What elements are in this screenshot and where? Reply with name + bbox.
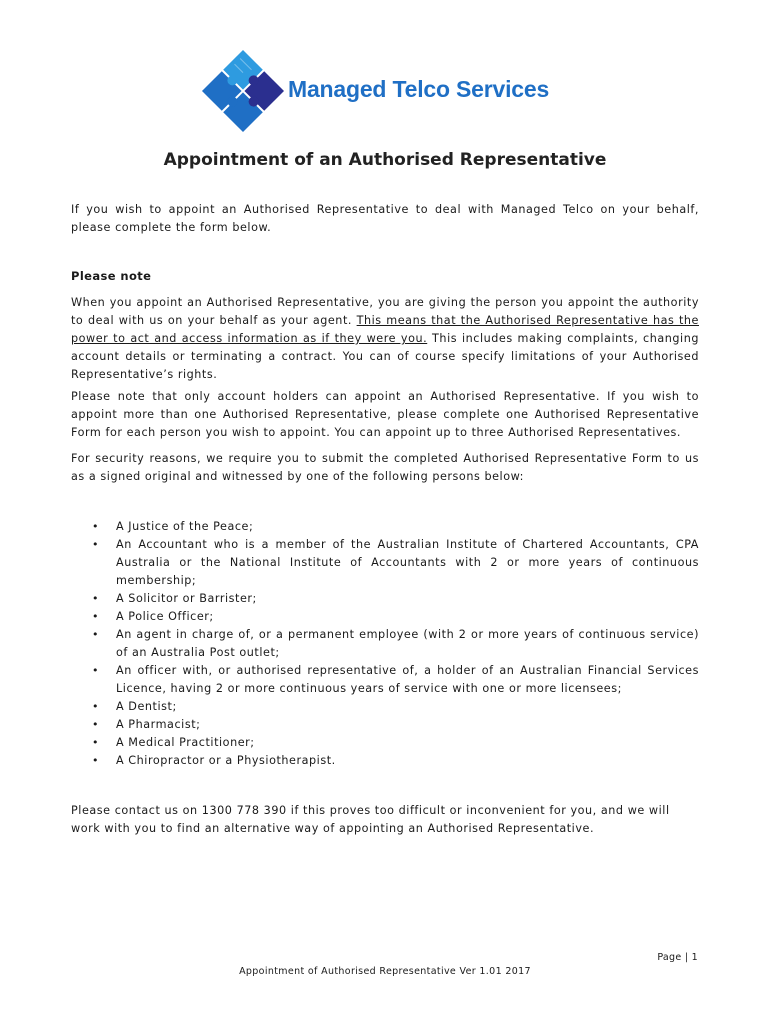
authority-underlined-text: This means that the Authorised Representative has the power to act and access information as if they were you.	[71, 314, 699, 345]
list-item-text: A Dentist;	[116, 700, 177, 713]
list-item	[71, 734, 699, 752]
bullet-icon: •	[92, 754, 100, 767]
list-item-text: A Justice of the Peace;	[116, 520, 254, 533]
contact-paragraph: Please contact us on 1300 778 390 if this proves too difficult or inconvenient for you, and we will work with you to find an alternative way of appointing an Authorised Representative.	[71, 804, 670, 835]
list-item	[71, 518, 699, 536]
company-logo	[200, 48, 580, 138]
bullet-icon: •	[92, 718, 100, 731]
list-item-text: A Pharmacist;	[116, 718, 201, 731]
bullet-icon: •	[92, 592, 100, 605]
list-item-text: An agent in charge of, or a permanent employee (with 2 or more years of continuous service) of an Australia Post outlet;	[116, 628, 699, 659]
witness-list	[71, 518, 699, 770]
bullet-icon: •	[92, 520, 100, 533]
authority-paragraph	[71, 294, 699, 384]
list-item	[71, 662, 699, 698]
bullet-icon: •	[92, 610, 100, 623]
bullet-icon: •	[92, 538, 100, 551]
document-title: Appointment of an Authorised Representative	[163, 150, 607, 170]
footer-version: Appointment of Authorised Representative Ver 1.01 2017	[239, 966, 531, 977]
list-item	[71, 716, 699, 734]
intro-paragraph: If you wish to appoint an Authorised Representative to deal with Managed Telco on your behalf, please complete the form below.	[71, 203, 699, 234]
account-holders-paragraph: Please note that only account holders can appoint an Authorised Representative. If you wish to appoint more than one Authorised Representative, please complete one Authorised Representative Form for each person you wish to appoint. You can appoint up to three Authorised Representatives.	[71, 390, 699, 439]
list-item	[71, 752, 699, 770]
list-item-text: An officer with, or authorised representative of, a holder of an Australian Financial Services Licence, having 2 or more continuous years of service with one or more licensees;	[116, 664, 699, 695]
bullet-icon: •	[92, 736, 100, 749]
list-item	[71, 698, 699, 716]
list-item	[71, 590, 699, 608]
list-item-text: A Police Officer;	[116, 610, 214, 623]
puzzle-logo-icon	[200, 48, 286, 134]
list-item-text: A Chiropractor or a Physiotherapist.	[116, 754, 336, 767]
bullet-icon: •	[92, 628, 100, 641]
authority-text-1: When you appoint an Authorised Representative, you are giving the person you appoint the authority to deal with us on your behalf as your agent.	[71, 296, 699, 327]
list-item	[71, 626, 699, 662]
security-paragraph: For security reasons, we require you to submit the completed Authorised Representative Form to us as a signed original and witnessed by one of the following persons below:	[71, 452, 699, 483]
bullet-icon: •	[92, 664, 100, 677]
brand-name: Managed Telco Services	[288, 76, 550, 102]
page-number: Page | 1	[657, 952, 698, 963]
list-item-text: An Accountant who is a member of the Australian Institute of Chartered Accountants, CPA Australia or the National Institute of Accountants with 2 or more years of continuous membership;	[116, 538, 699, 587]
please-note-heading: Please note	[71, 269, 152, 283]
list-item	[71, 536, 699, 590]
list-item-text: A Solicitor or Barrister;	[116, 592, 257, 605]
authority-text-2: This includes making complaints, changing account details or terminating a contract. You can of course specify limitations of your Authorised Representative’s rights.	[71, 332, 699, 381]
bullet-icon: •	[92, 700, 100, 713]
list-item	[71, 608, 699, 626]
list-item-text: A Medical Practitioner;	[116, 736, 255, 749]
